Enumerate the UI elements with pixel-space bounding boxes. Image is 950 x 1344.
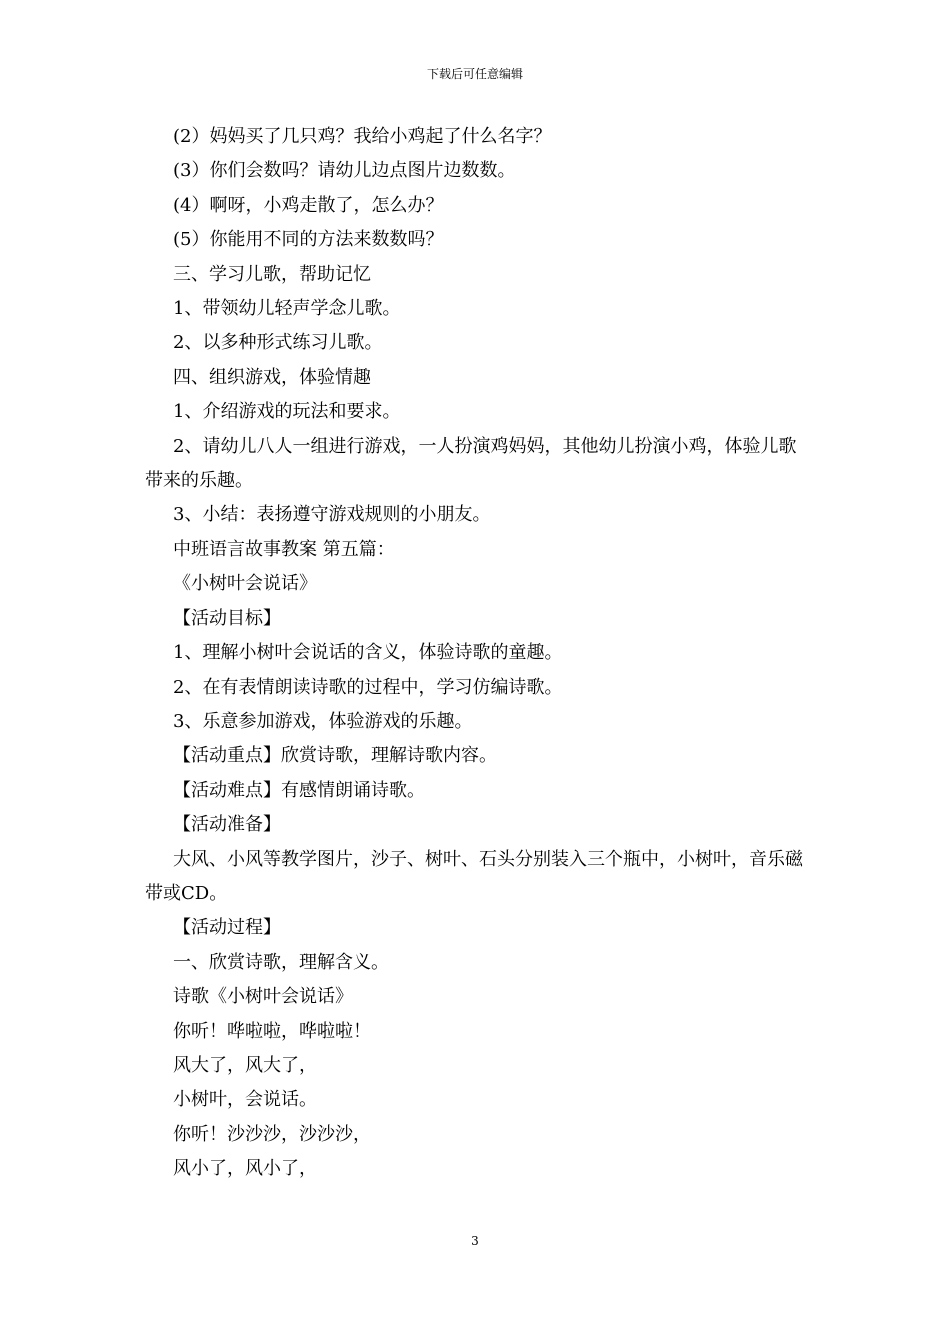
paragraph: (5）你能用不同的方法来数数吗？	[173, 229, 444, 251]
paragraph: 【活动重点】欣赏诗歌，理解诗歌内容。	[173, 745, 497, 767]
section-heading: 【活动准备】	[173, 814, 281, 836]
page-number: 3	[471, 1234, 479, 1248]
page-header: 下载后可任意编辑	[426, 67, 523, 81]
chapter-title: 中班语言故事教案 第五篇：	[173, 538, 395, 560]
paragraph: 1、理解小树叶会说话的含义，体验诗歌的童趣。	[173, 642, 563, 664]
paragraph: (3）你们会数吗？请幼儿边点图片边数数。	[173, 160, 516, 182]
poem-line: 小树叶，会说话。	[173, 1089, 317, 1111]
section-heading: 三、学习儿歌，帮助记忆	[173, 263, 371, 285]
paragraph: 大风、小风等教学图片，沙子、树叶、石头分别装入三个瓶中，小树叶，音乐磁带或CD。	[145, 848, 803, 904]
paragraph: 3、小结：表扬遵守游戏规则的小朋友。	[173, 504, 491, 526]
section-heading: 四、组织游戏，体验情趣	[173, 366, 371, 388]
paragraph: 3、乐意参加游戏，体验游戏的乐趣。	[173, 710, 473, 732]
paragraph: 2、以多种形式练习儿歌。	[173, 332, 383, 354]
paragraph: (4）啊呀，小鸡走散了，怎么办？	[173, 194, 444, 216]
paragraph: 2、请幼儿八人一组进行游戏，一人扮演鸡妈妈，其他幼儿扮演小鸡，体验儿歌带来的乐趣。	[145, 435, 797, 492]
poem-line: 风大了，风大了，	[173, 1054, 317, 1076]
poem-line: 风小了，风小了，	[173, 1158, 317, 1180]
paragraph: 2、在有表情朗读诗歌的过程中，学习仿编诗歌。	[173, 676, 563, 698]
section-heading: 【活动目标】	[173, 607, 281, 629]
paragraph: 【活动难点】有感情朗诵诗歌。	[173, 779, 425, 801]
paragraph: 一、欣赏诗歌，理解含义。	[173, 951, 389, 973]
poem-line: 你听！哗啦啦，哗啦啦！	[173, 1020, 371, 1042]
poem-title: 诗歌《小树叶会说话》	[173, 986, 353, 1008]
paragraph: 1、介绍游戏的玩法和要求。	[173, 401, 401, 423]
paragraph: 1、带领幼儿轻声学念儿歌。	[173, 298, 401, 320]
document-body	[145, 120, 807, 1187]
paragraph: (2）妈妈买了几只鸡？我给小鸡起了什么名字？	[173, 126, 552, 147]
lesson-title: 《小树叶会说话》	[173, 573, 317, 595]
section-heading: 【活动过程】	[173, 917, 281, 939]
poem-line: 你听！沙沙沙，沙沙沙，	[173, 1123, 371, 1145]
